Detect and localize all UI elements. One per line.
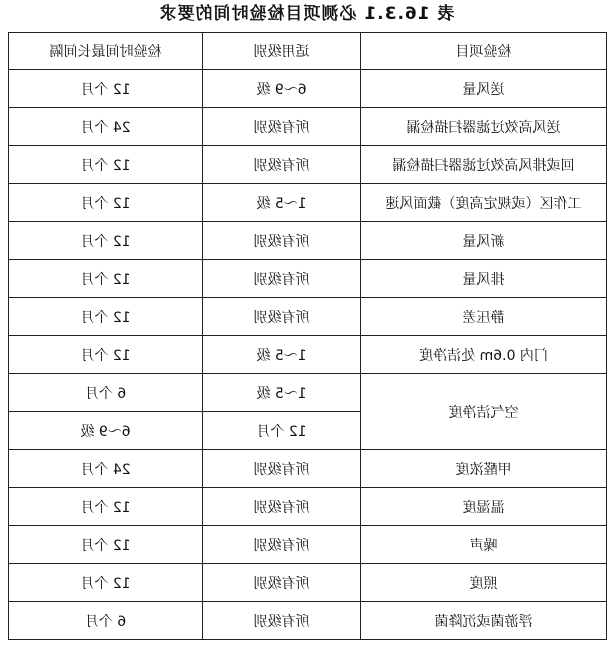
item-cell: 噪声: [361, 526, 607, 564]
interval-cell: 12 个月: [9, 260, 203, 298]
level-cell: 所有级别: [203, 146, 361, 184]
interval-cell: 6～9 级: [9, 412, 203, 450]
item-cell: 排风量: [361, 260, 607, 298]
level-cell: 所有级别: [203, 488, 361, 526]
level-cell: 所有级别: [203, 450, 361, 488]
level-cell: 1～5 级: [203, 184, 361, 222]
level-cell: 所有级别: [203, 108, 361, 146]
table-row: [9, 336, 607, 374]
header-interval: 检验时间最长间隔: [9, 33, 203, 70]
interval-cell: 12 个月: [9, 564, 203, 602]
item-cell: 回或排风高效过滤器扫描检漏: [361, 146, 607, 184]
interval-cell: 12 个月: [9, 526, 203, 564]
interval-cell: 12 个月: [9, 298, 203, 336]
table-row: [9, 260, 607, 298]
header-item: 检验项目: [361, 33, 607, 70]
table-row: [9, 108, 607, 146]
item-cell: 甲醛浓度: [361, 450, 607, 488]
table-row: [9, 222, 607, 260]
level-cell: 12 个月: [203, 412, 361, 450]
table-row: [9, 526, 607, 564]
interval-cell: 12 个月: [9, 222, 203, 260]
item-cell: 照度: [361, 564, 607, 602]
header-row: [9, 33, 607, 70]
interval-cell: 24 个月: [9, 450, 203, 488]
interval-cell: 24 个月: [9, 108, 203, 146]
level-cell: 所有级别: [203, 222, 361, 260]
item-cell: 浮游菌或沉降菌: [361, 602, 607, 640]
item-cell: 空气洁净度: [361, 374, 607, 450]
level-cell: 所有级别: [203, 526, 361, 564]
table-row: [9, 70, 607, 108]
interval-cell: 6 个月: [9, 602, 203, 640]
table-row: [9, 184, 607, 222]
level-cell: 1～5 级: [203, 336, 361, 374]
level-cell: 所有级别: [203, 298, 361, 336]
item-cell: 新风量: [361, 222, 607, 260]
interval-cell: 12 个月: [9, 184, 203, 222]
table-row: [9, 146, 607, 184]
table-caption: 表 16.3.1 必测项目检验时间的要求: [158, 4, 455, 24]
level-cell: 6～9 级: [203, 70, 361, 108]
item-cell: 门内 0.6m 处洁净度: [361, 336, 607, 374]
interval-cell: 6 个月: [9, 374, 203, 412]
item-cell: 工作区（或规定高度）截面风速: [361, 184, 607, 222]
interval-cell: 12 个月: [9, 488, 203, 526]
interval-cell: 12 个月: [9, 70, 203, 108]
item-cell: 送风高效过滤器扫描检漏: [361, 108, 607, 146]
inspection-requirements-table: [8, 32, 607, 640]
table-row: [9, 602, 607, 640]
level-cell: 所有级别: [203, 602, 361, 640]
item-cell: 送风量: [361, 70, 607, 108]
table-row: [9, 374, 607, 412]
level-cell: 1～5 级: [203, 374, 361, 412]
item-cell: 温湿度: [361, 488, 607, 526]
item-cell: 静压差: [361, 298, 607, 336]
level-cell: 所有级别: [203, 564, 361, 602]
header-level: 适用级别: [203, 33, 361, 70]
interval-cell: 12 个月: [9, 146, 203, 184]
table-row: [9, 450, 607, 488]
level-cell: 所有级别: [203, 260, 361, 298]
table-row: [9, 564, 607, 602]
table-row: [9, 298, 607, 336]
table-row: [9, 488, 607, 526]
interval-cell: 12 个月: [9, 336, 203, 374]
